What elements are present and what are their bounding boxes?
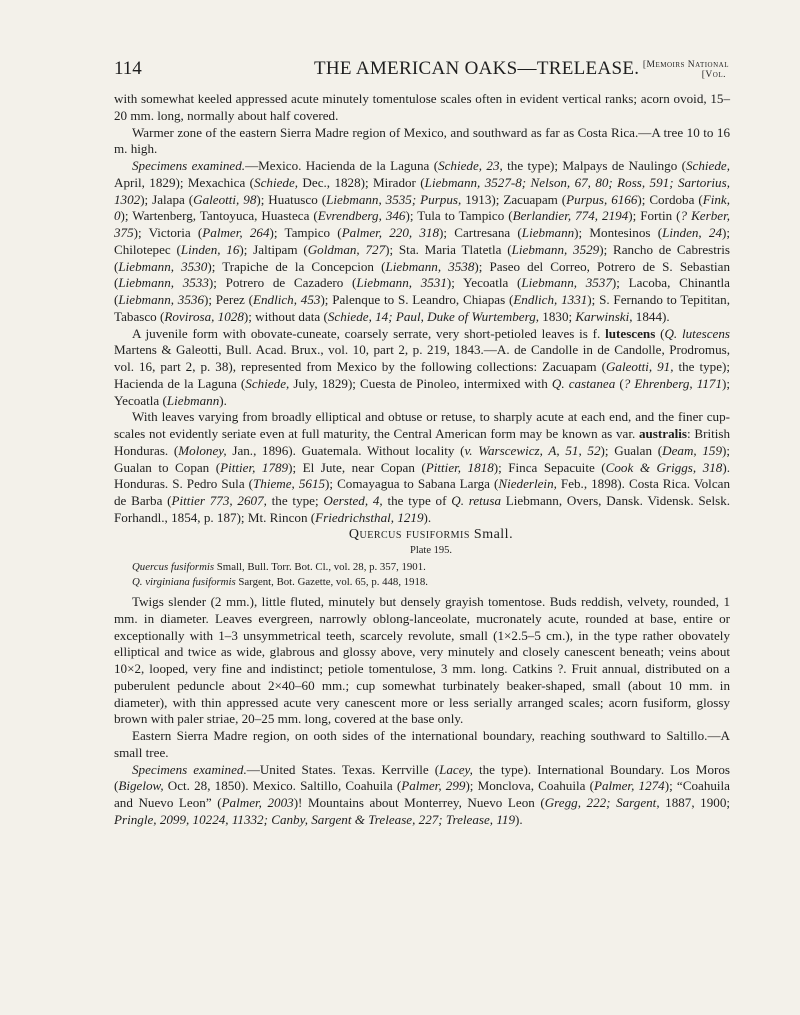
species-heading: Quercus fusiformis Small. (348, 526, 514, 542)
form-lutescens-paragraph: A juvenile form with obovate-cuneate, coarsely serrate, very short-petioled leaves is f. lutescens (Q. lutescens Martens & Galeotti, Bull. Acad. Brux., vol. 10, part 2, p. 219, 1843.—A. de Candolle in de Candolle, Prodromus, vol. 16, part 2, p. 38), represented from Mexico by the following collections: Zacuapam (Galeotti, 91, the type); Hacienda de la Laguna (Schiede, July, 1829); Cuesta de Pinoleo, intermixed with Q. castanea (? Ehrenberg, 1171); Yecoatla (Liebmann). (114, 325, 731, 408)
description-paragraph: Twigs slender (2 mm.), little fluted, minutely but densely grayish tomentose. Buds reddish, velvety, rounded, 1 mm. in diameter. Leaves evergreen, narrowly oblong-lanceolate, mucronately acute, rounded at base, entire or exceptionally with 1–3 unsymmetrical teeth, scarcely revolute, small (1×2.5–5 cm.), in the type rather obovately elliptical and twice as wide, glabrous and glossy above, very minutely and closely canescent beneath; veins about 10×2, looped, very fine and indistinct; petiole tomentulose, 3 mm. long. Catkins ?. Fruit annual, distributed on a puberulent peduncle about 2×40–60 mm.; cup somewhat turbinately beaker-shaped, small (about 10 mm. in diameter), with thin appressed acute very canescent more or less serially arranged scales; acorn fusiform, glossy brown with paler striae, 20–25 mm. long, covered at the base only. (114, 594, 730, 727)
page-header (114, 58, 729, 88)
page-number: 114 (114, 58, 142, 79)
plate-reference: Plate 195. (410, 545, 452, 557)
synonym-1: Quercus fusiformis Small, Bull. Torr. Bot. Cl., vol. 28, p. 357, 1901. (132, 561, 426, 573)
var-australis-paragraph: With leaves varying from broadly elliptical and obtuse or retuse, to sharply acute at each end, and the finer cup-scales not evidently seriate even at full maturity, the Central American form may be known as var. australis: British Honduras. (Moloney, Jan., 1896). Guatemala. Without locality (v. Warscewicz, A, 51, 52); Gualan (Deam, 159); Gualan to Copan (Pittier, 1789); El Jute, near Copan (Pittier, 1818); Finca Sepacuite (Cook & Griggs, 318). Honduras. S. Pedro Sula (Thieme, 5615); Comayagua to Sabana Larga (Niederlein, Feb., 1898). Costa Rica. Volcan de Barba (Pittier 773, 2607, the type; Oersted, 4, the type of Q. retusa Liebmann, Overs, Dansk. Vidensk. Selsk. Forhandl., 1854, p. 187); Mt. Rincon (Friedrichsthal, 1219). (114, 409, 731, 525)
range-paragraph: Eastern Sierra Madre region, on ooth sides of the international boundary, reaching southward to Saltillo.—A small tree. (114, 728, 730, 760)
body-text (114, 91, 730, 829)
specimens-paragraph-2: Specimens examined.—United States. Texas. Kerrville (Lacey, the type). International Boundary. Los Moros (Bigelow, Oct. 28, 1850). Mexico. Saltillo, Coahuila (Palmer, 299); Monclova, Coahuila (Palmer, 1274); “Coahuila and Nuevo Leon” (Palmer, 2003)! Mountains about Monterrey, Nuevo Leon (Gregg, 222; Sargent, 1887, 1900; Pringle, 2099, 10224, 11332; Canby, Sargent & Trelease, 227; Trelease, 119). (114, 761, 731, 827)
journal-line-1: [Memoirs National (642, 60, 729, 70)
paragraph: with somewhat keeled appressed acute minutely tomentulose scales often in evident vertical ranks; acorn ovoid, 15–20 mm. long, normally about half covered. (114, 91, 730, 123)
journal-line-2: [Vol. (701, 70, 726, 80)
journal-name (643, 60, 729, 80)
specimens-paragraph: Specimens examined.—Mexico. Hacienda de la Laguna (Schiede, 23, the type); Malpays de Naulingo (Schiede, April, 1829); Mexachica (Schiede, Dec., 1828); Mirador (Liebmann, 3527-8; Nelson, 67, 80; Ross, 591; Sartorius, 1302); Jalapa (Galeotti, 98); Huatusco (Liebmann, 3535; Purpus, 1913); Zacuapam (Purpus, 6166); Cordoba (Fink, 0); Wartenberg, Tantoyuca, Huasteca (Evrendberg, 346); Tula to Tampico (Berlandier, 774, 2194); Fortin (? Kerber, 375); Victoria (Palmer, 264); Tampico (Palmer, 220, 318); Cartresana (Liebmann); Montesinos (Linden, 24); Chilotepec (Linden, 16); Jaltipam (Goldman, 727); Sta. Maria Tlatetla (Liebmann, 3529); Rancho de Cabrestris (Liebmann, 3530); Trapiche de la Concepcion (Liebmann, 3538); Paseo del Correo, Potrero de S. Sebastian (Liebmann, 3533); Potrero de Cazadero (Liebmann, 3531); Yecoatla (Liebmann, 3537); Lacoba, Chinantla (Liebmann, 3536); Perez (Endlich, 453); Palenque to S. Leandro, Chiapas (Endlich, 1331); S. Fernando to Tepititan, Tabasco (Rovirosa, 1028); without data (Schiede, 14; Paul, Duke of Wurtemberg, 1830; Karwinski, 1844). (114, 158, 731, 324)
synonym-2: Q. virginiana fusiformis Sargent, Bot. Gazette, vol. 65, p. 448, 1918. (132, 576, 429, 588)
running-title: THE AMERICAN OAKS—TRELEASE. (314, 58, 640, 79)
paragraph: Warmer zone of the eastern Sierra Madre region of Mexico, and southward as far as Costa Rica.—A tree 10 to 16 m. high. (114, 124, 730, 157)
